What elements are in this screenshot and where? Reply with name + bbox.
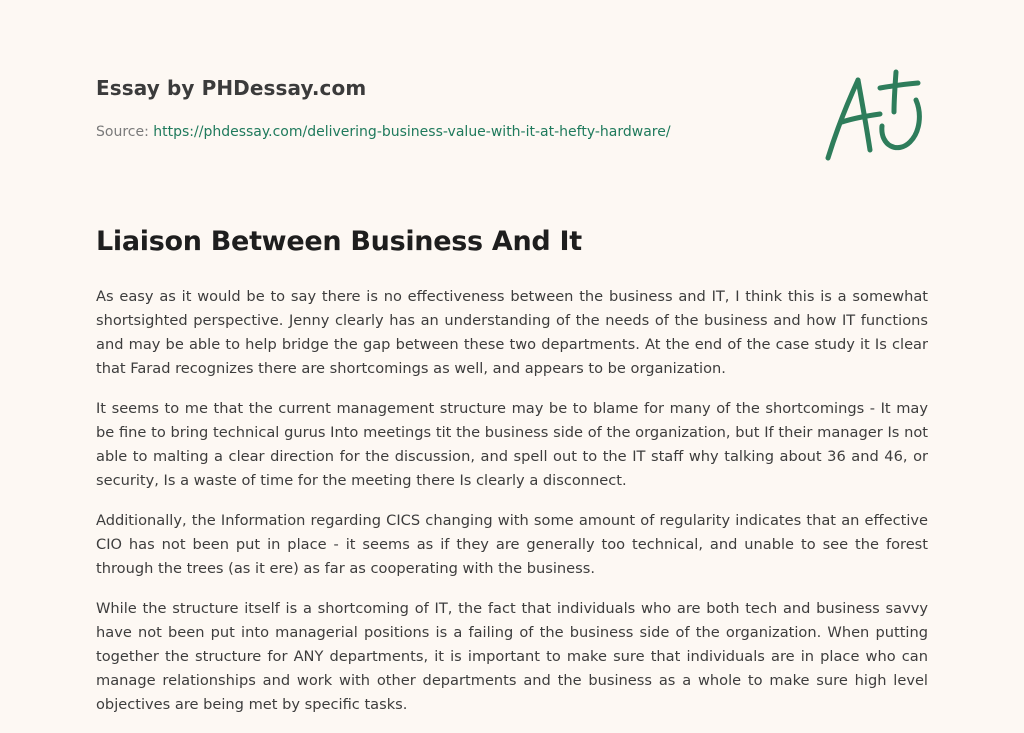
essay-body — [96, 285, 928, 733]
brand-title: Essay by PHDessay.com — [96, 76, 367, 100]
source-label: Source: — [96, 124, 149, 140]
source-link[interactable]: https://phdessay.com/delivering-business-value-with-it-at-hefty-hardware/ — [153, 124, 671, 140]
essay-title: Liaison Between Business And It — [96, 226, 582, 257]
essay-paragraph: It seems to me that the current management structure may be to blame for many of the shortcomings - It may be fine to bring technical gurus Into meetings tit the business side of the organization, but If their manager Is not able to malting a clear direction for the discussion, and spell out to the IT staff why talking about 36 and 46, or security, Is a waste of time for the meeting there Is clearly a disconnect. — [96, 400, 928, 489]
essay-paragraph: Additionally, the Information regarding CICS changing with some amount of regularity indicates that an effective CIO has not been put in place - it seems as if they are generally too technical, and unable to see the forest through the trees (as it ere) as far as cooperating with the business. — [96, 512, 928, 577]
essay-paragraph: While the structure itself is a shortcoming of IT, the fact that individuals who are both tech and business savvy have not been put into managerial positions is a failing of the business side of the organization. When putting together the structure for ANY departments, it is important to make sure that individuals are in place who can manage relationships and work with other departments and the business as a whole to make sure high level objectives are being met by specific tasks. — [96, 600, 928, 713]
essay-paragraph: As easy as it would be to say there is no effectiveness between the business and IT, I think this is a somewhat shortsighted perspective. Jenny clearly has an understanding of the needs of the business and how IT functions and may be able to help bridge the gap between these two departments. At the end of the case study it Is clear that Farad recognizes there are shortcomings as well, and appears to be organization. — [96, 288, 928, 377]
page-header — [96, 76, 928, 140]
source-line — [96, 124, 671, 140]
a-plus-grade-icon — [822, 66, 928, 166]
